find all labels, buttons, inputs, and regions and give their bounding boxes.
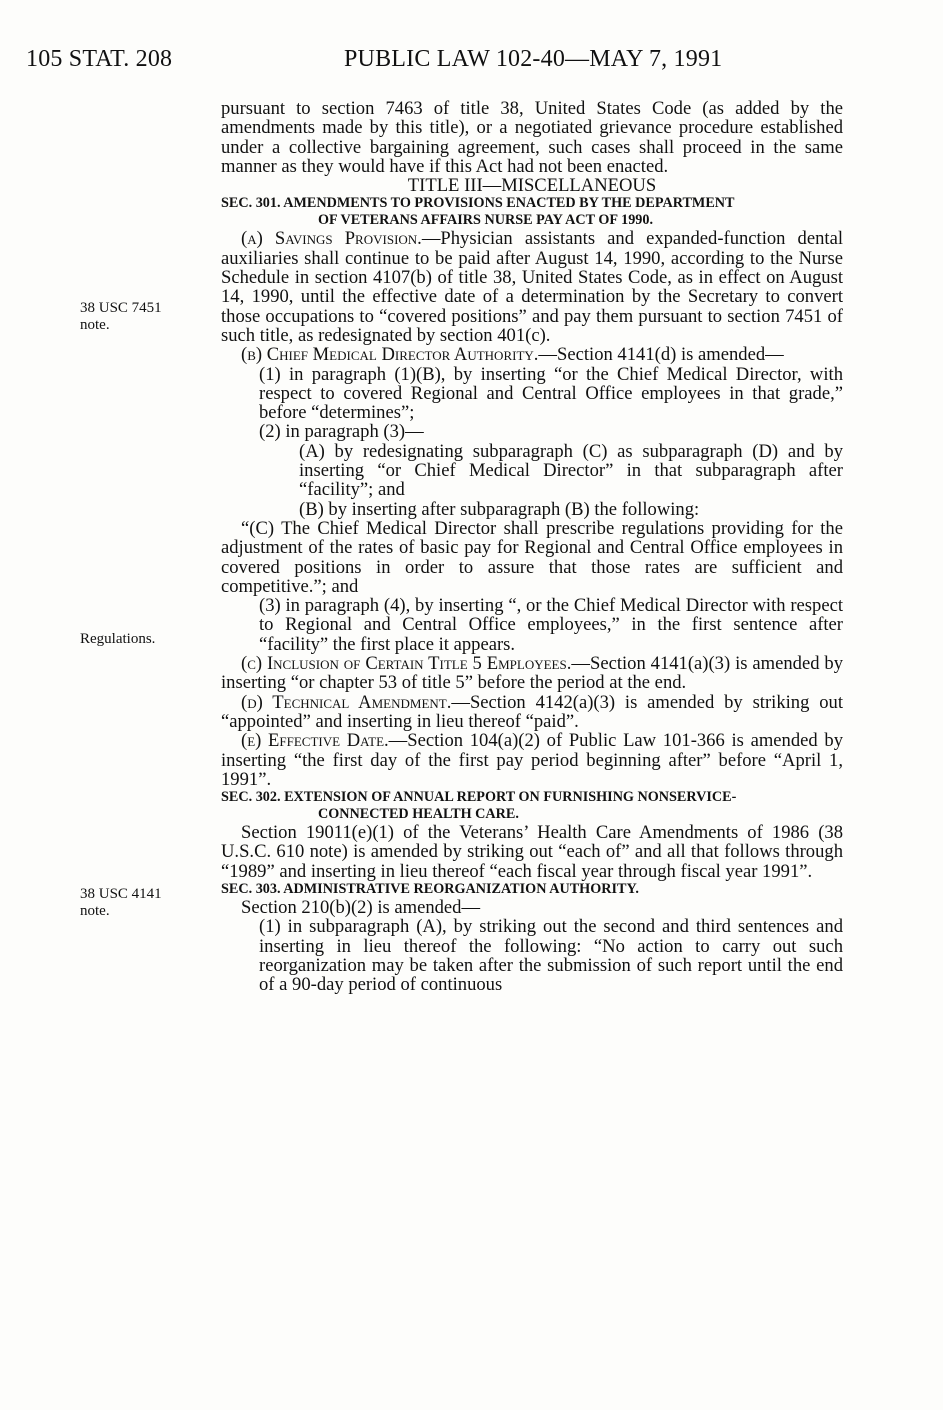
- section-heading-line: OF VETERANS AFFAIRS NURSE PAY ACT OF 1990.: [318, 212, 654, 229]
- subsection-text: —Section 4142(a)(3) is amended by striking out “appointed” and inserting in lieu thereof “paid”.: [221, 691, 843, 732]
- subparagraph-b2b: (B) by inserting after subparagraph (B) the following:: [299, 498, 700, 520]
- subsection-text: —Section 104(a)(2) of Public Law 101-366 is amended by inserting “the first day of the first pay period beginning after” before “April 1, 1991”.: [221, 730, 843, 790]
- section-303-text: Section 210(b)(2) is amended—: [241, 896, 481, 918]
- section-301-heading: [221, 195, 843, 229]
- quoted-subparagraph-c: “(C) The Chief Medical Director shall prescribe regulations providing for the adjustment of the rates of basic pay for Regional and Central Office employees in covered positions in order to assure that those rates are sufficient and competitive.”; and: [221, 517, 843, 597]
- title-heading: TITLE III—MISCELLANEOUS: [407, 175, 657, 197]
- running-head: PUBLIC LAW 102-40—MAY 7, 1991: [344, 46, 723, 72]
- subsection-a: [221, 229, 843, 345]
- subsection-text: —Section 4141(a)(3) is amended by inserting “or chapter 53 of title 5” before the period at the end.: [221, 653, 844, 694]
- margin-note-line: 38 USC 7451: [80, 300, 162, 316]
- stat-page-number: 105 STAT. 208: [26, 46, 173, 72]
- paragraph-b2: (2) in paragraph (3)—: [259, 421, 424, 443]
- paragraph-continuation: pursuant to section 7463 of title 38, United States Code (as added by the amendments made by this title), or a negotiated grievance procedure established under a collective bargaining agreement, such cases shall proceed in the same manner as they would have if this Act had not been enacted.: [221, 98, 843, 177]
- paragraph-303-1: (1) in subparagraph (A), by striking out the second and third sentences and inserting in lieu thereof the following: “No action to carry out such reorganization may be taken after the submission of such report until the end of a 90-day period of continuous: [259, 916, 843, 996]
- section-heading-line: SEC. 301. AMENDMENTS TO PROVISIONS ENACTED BY THE DEPARTMENT: [221, 195, 735, 212]
- subsection-d: [221, 693, 843, 732]
- margin-note-line: note.: [80, 903, 110, 919]
- section-302-heading: [221, 789, 843, 823]
- margin-note-regulations: [80, 631, 155, 648]
- margin-note-line: Regulations.: [80, 631, 156, 647]
- margin-note-line: note.: [80, 317, 110, 333]
- subsection-b: [221, 345, 843, 364]
- margin-note-line: 38 USC 4141: [80, 886, 162, 902]
- subsection-c: [221, 654, 843, 693]
- subsection-heading: (d) Technical Amendment.: [241, 691, 452, 713]
- margin-note-usc-7451: [80, 300, 162, 334]
- subsection-heading: (c) Inclusion of Certain Title 5 Employees.: [241, 653, 572, 675]
- section-heading-line: CONNECTED HEALTH CARE.: [318, 806, 519, 823]
- section-302-text: Section 19011(e)(1) of the Veterans’ Health Care Amendments of 1986 (38 U.S.C. 610 note) is amended by striking out “each of” and all that follows through “1989” and inserting in lieu thereof “each fiscal year through fiscal year 1991”.: [221, 822, 843, 882]
- subsection-text: —Physician assistants and expanded-function dental auxiliaries shall continue to be paid after August 14, 1990, according to the Nurse Schedule in section 4107(b) of title 38, United States Code, as in effect on August 14, 1990, until the effective date of a determination by the Secretary to convert those occupations to “covered positions” and pay them pursuant to section 7451 of such title, as redesignated by section 401(c).: [221, 228, 843, 346]
- paragraph-b1: (1) in paragraph (1)(B), by inserting “or the Chief Medical Director, with respect to covered Regional and Central Office employees in that grade,” before “determines”;: [259, 363, 843, 424]
- section-303-heading: SEC. 303. ADMINISTRATIVE REORGANIZATION AUTHORITY.: [221, 880, 639, 897]
- section-heading-line: SEC. 302. EXTENSION OF ANNUAL REPORT ON FURNISHING NONSERVICE-: [221, 789, 737, 806]
- subparagraph-b2a: (A) by redesignating subparagraph (C) as subparagraph (D) and by inserting “or Chief Medical Director” in that subparagraph after “facility”; and: [299, 440, 843, 501]
- subsection-heading: (e) Effective Date.: [241, 730, 389, 752]
- paragraph-b3: (3) in paragraph (4), by inserting “, or the Chief Medical Director with respect to Regional and Central Office employees,” in the first sentence after “facility” the first place it appears.: [259, 595, 843, 655]
- document-body: [221, 99, 843, 994]
- subsection-heading: (b) Chief Medical Director Authority.: [241, 344, 539, 366]
- subsection-e: [221, 731, 843, 789]
- subsection-text: —Section 4141(d) is amended—: [538, 344, 784, 366]
- margin-note-usc-4141: [80, 886, 162, 920]
- subsection-heading: (a) Savings Provision.: [241, 228, 422, 250]
